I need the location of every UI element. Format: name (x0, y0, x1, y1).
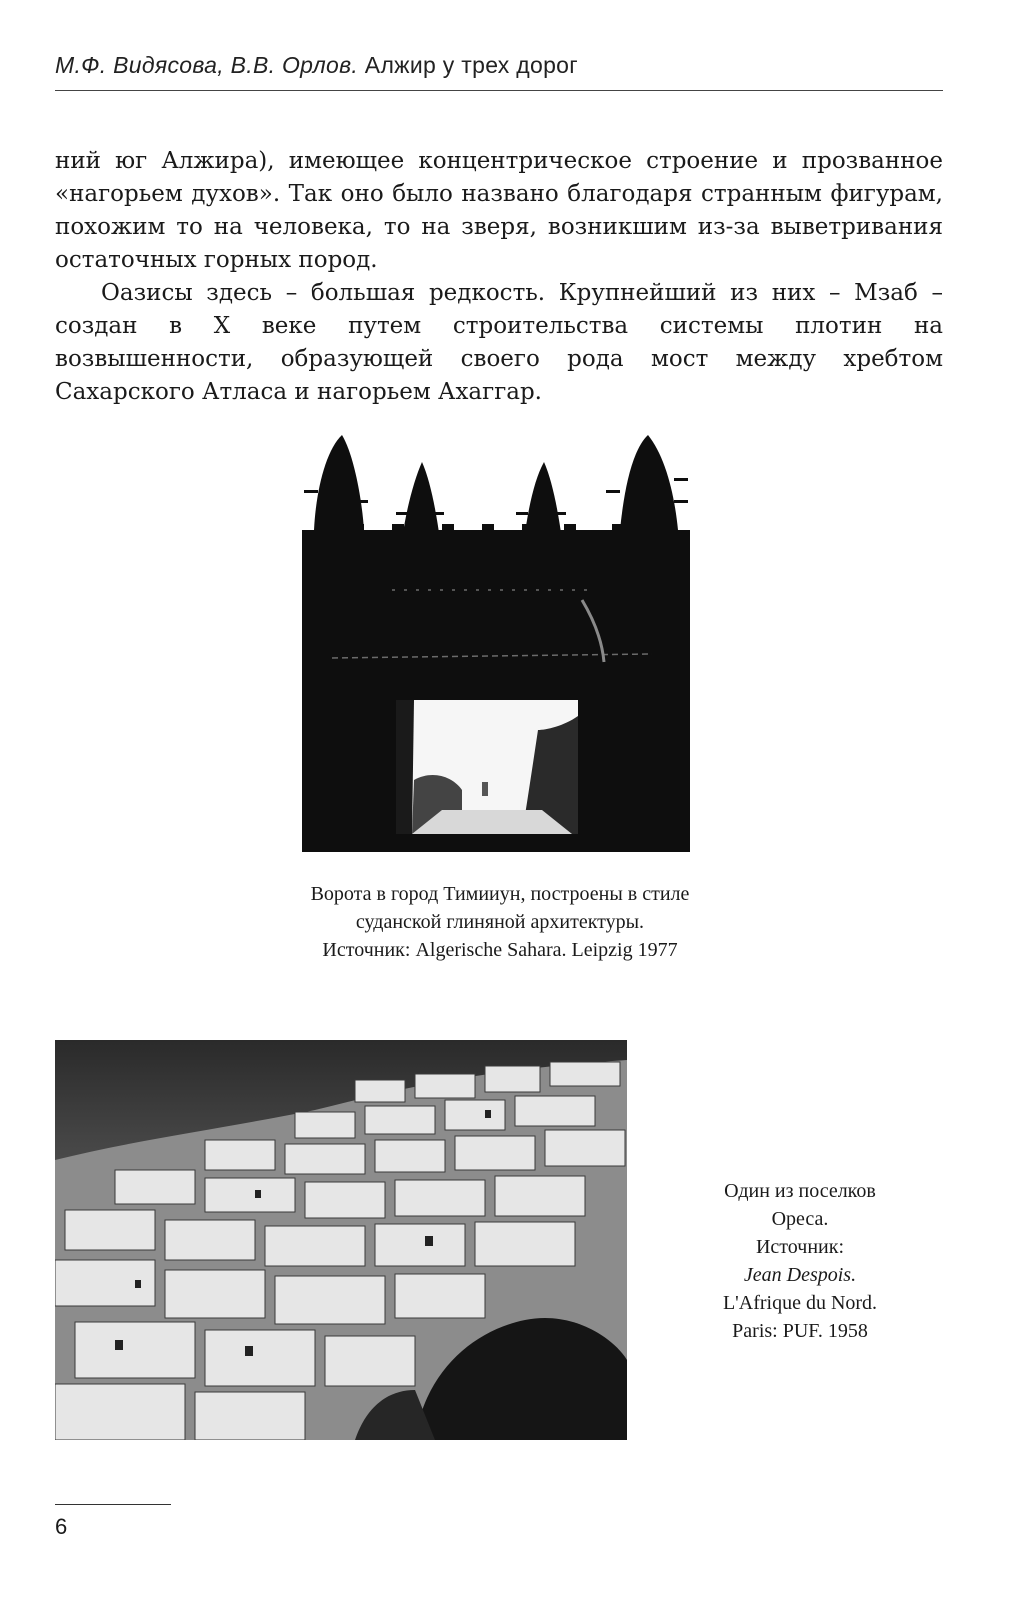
header-rule (55, 90, 943, 91)
caption-line: Paris: PUF. 1958 (732, 1320, 868, 1342)
caption-line: суданской глиняной архитектуры. (355, 911, 645, 933)
body-text (55, 145, 943, 409)
timimoun-gate-photo (302, 430, 690, 852)
footer-rule (55, 1504, 171, 1505)
paragraph: ний юг Алжира), имеющее концентрическое строение и прозванное «нагорьем духов». Так оно было названо благодаря странным фигурам, похожим то на человека, то на зверя, возникшим из-за выветривания остаточных горных пород. (55, 148, 943, 273)
figure-caption-2 (690, 1177, 910, 1345)
caption-line: Источник: (755, 1236, 845, 1258)
running-head-authors: М.Ф. Видясова, В.В. Орлов. (55, 52, 359, 78)
caption-line: Один из поселков (724, 1180, 876, 1202)
figure-caption-1 (200, 880, 800, 964)
caption-line: L'Afrique du Nord. (722, 1292, 878, 1314)
caption-line: Источник: Algerische Sahara. Leipzig 1977 (322, 939, 678, 961)
caption-line: Ворота в город Тимииун, построены в стиле (310, 883, 690, 905)
caption-line-author: Jean Despois. (743, 1264, 857, 1286)
aures-village-photo (55, 1040, 627, 1440)
running-head (55, 52, 945, 79)
running-head-title: Алжир у трех дорог (364, 52, 578, 78)
page-number: 6 (55, 1514, 68, 1539)
paragraph: Оазисы здесь – большая редкость. Крупнейший из них – Мзаб – создан в X веке путем строительства системы плотин на возвышенности, образующей своего рода мост между хребтом Сахарского Атласа и нагорьем Ахаггар. (55, 280, 943, 405)
caption-line: Ореса. (771, 1208, 829, 1230)
